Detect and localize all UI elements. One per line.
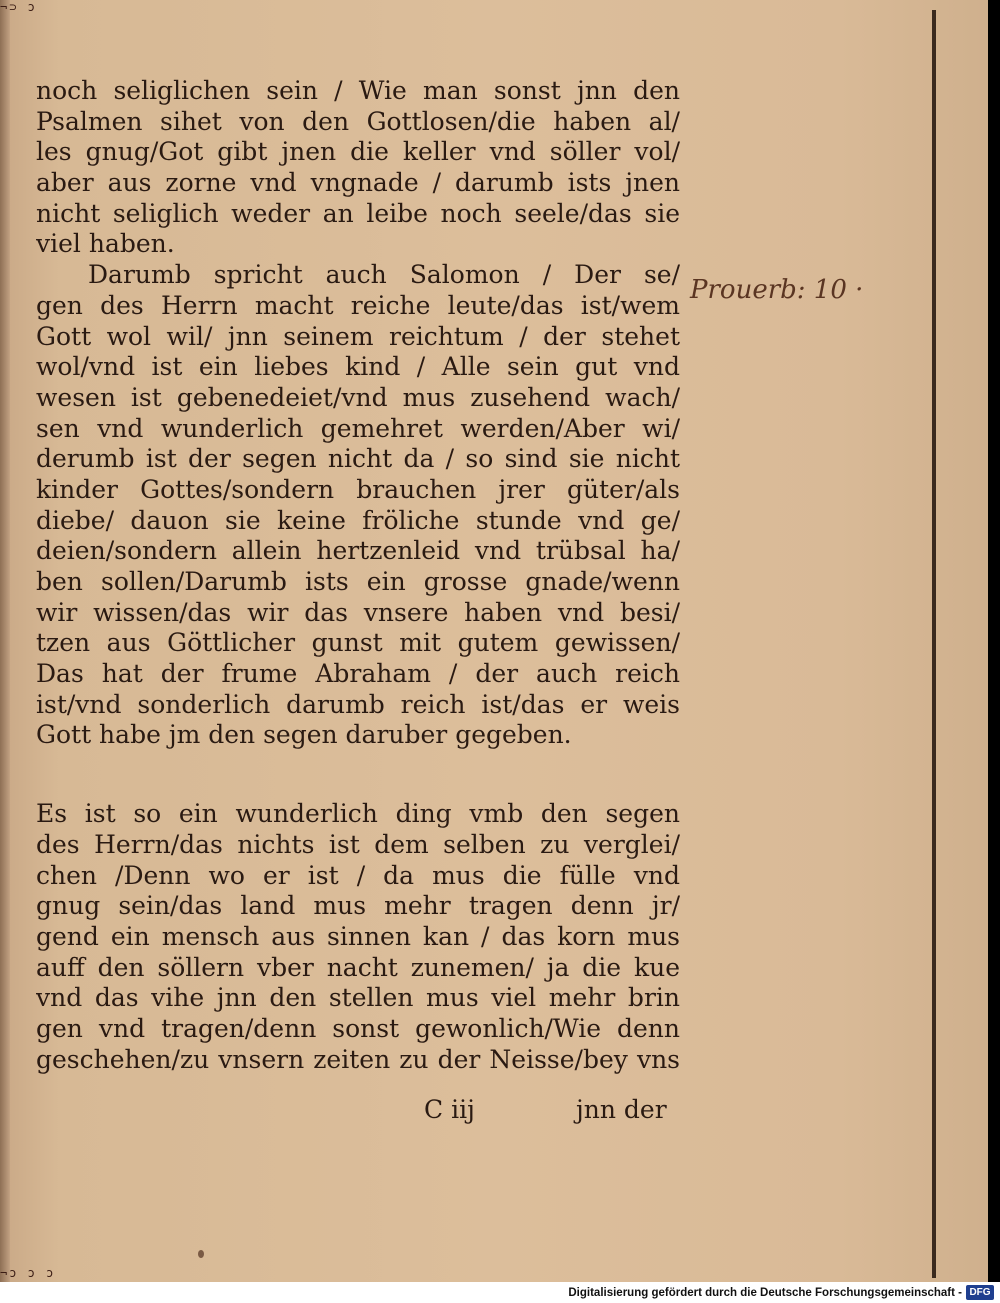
text-line: deien/sondern allein hertzenleid vnd trübsal ha/ [36,536,680,566]
main-text [36,76,680,1075]
text-line: auff den söllern vber nacht zunemen/ ja die kue [36,952,680,982]
text-line: gen des Herrn macht reiche leute/das ist/wem [36,290,680,320]
text-line: Es ist so ein wunderlich ding vmb den segen [36,799,680,829]
dfg-logo: DFG [966,1285,994,1300]
funding-notice: Digitalisierung gefördert durch die Deutsche Forschungsgemeinschaft - [568,1287,962,1299]
text-line: des Herrn/das nichts ist dem selben zu verglei/ [36,829,680,859]
text-line: Gott wol wil/ jnn seinem reichtum / der stehet [36,321,680,351]
text-line: wol/vnd ist ein liebes kind / Alle sein gut vnd [36,352,680,382]
text-line: nicht seliglich weder an leibe noch seele/das sie [36,198,680,228]
text-line: Darumb spricht auch Salomon / Der se/ [88,260,680,290]
text-line: gend ein mensch aus sinnen kan / das korn mus [36,921,680,951]
text-line: ben sollen/Darumb ists ein grosse gnade/wenn [36,567,680,596]
ink-spot [198,1250,204,1258]
page-binding-edge [0,0,10,1282]
text-line: tzen aus Göttlicher gunst mit gutem gewissen/ [36,628,680,658]
text-line: derumb ist der segen nicht da / so sind sie nicht [36,444,680,474]
text-line: gnug sein/das land mus mehr tragen denn jr/ [36,891,680,921]
footer-bar [0,1282,1000,1303]
text-line: Das hat der frume Abraham / der auch reich [36,659,680,689]
previous-page-fragment-bottom: ¬ɔ ɔ ɔ [0,1266,56,1280]
text-line: Gott habe jm den segen daruber gegeben. [36,720,572,750]
text-line: kinder Gottes/sondern brauchen jrer güter/als [36,474,680,504]
text-line: wir wissen/das wir das vnsere haben vnd besi/ [36,597,680,627]
catchword: jnn der [576,1095,667,1124]
signature-mark: C iij [424,1095,475,1124]
marginal-note: Prouerb: 10 · [690,275,864,305]
text-line: gen vnd tragen/denn sonst gewonlich/Wie denn [36,1013,680,1043]
text-line: Psalmen sihet von den Gottlosen/die haben al/ [36,106,680,136]
previous-page-fragment: ¬⊃ ɔ [0,0,37,14]
text-line: chen /Denn wo er ist / da mus die fülle vnd [36,860,680,890]
text-line: vnd das vihe jnn den stellen mus viel mehr brin [36,983,680,1013]
text-line: noch seliglichen sein / Wie man sonst jnn den [36,76,680,105]
text-line: ist/vnd sonderlich darumb reich ist/das er weis [36,689,680,719]
page-fore-edge [932,10,936,1278]
text-line: aber aus zorne vnd vngnade / darumb ists jnen [36,168,680,198]
text-line: viel haben. [36,229,175,259]
paragraph-gap [36,751,680,799]
text-line: les gnug/Got gibt jnen die keller vnd söller vol/ [36,137,680,167]
text-line: sen vnd wunderlich gemehret werden/Aber wi/ [36,413,680,443]
text-line: diebe/ dauon sie keine fröliche stunde vnd ge/ [36,505,680,535]
text-line: geschehen/zu vnsern zeiten zu der Neisse/bey vns [36,1044,680,1074]
text-line: wesen ist gebenedeiet/vnd mus zusehend wach/ [36,382,680,412]
